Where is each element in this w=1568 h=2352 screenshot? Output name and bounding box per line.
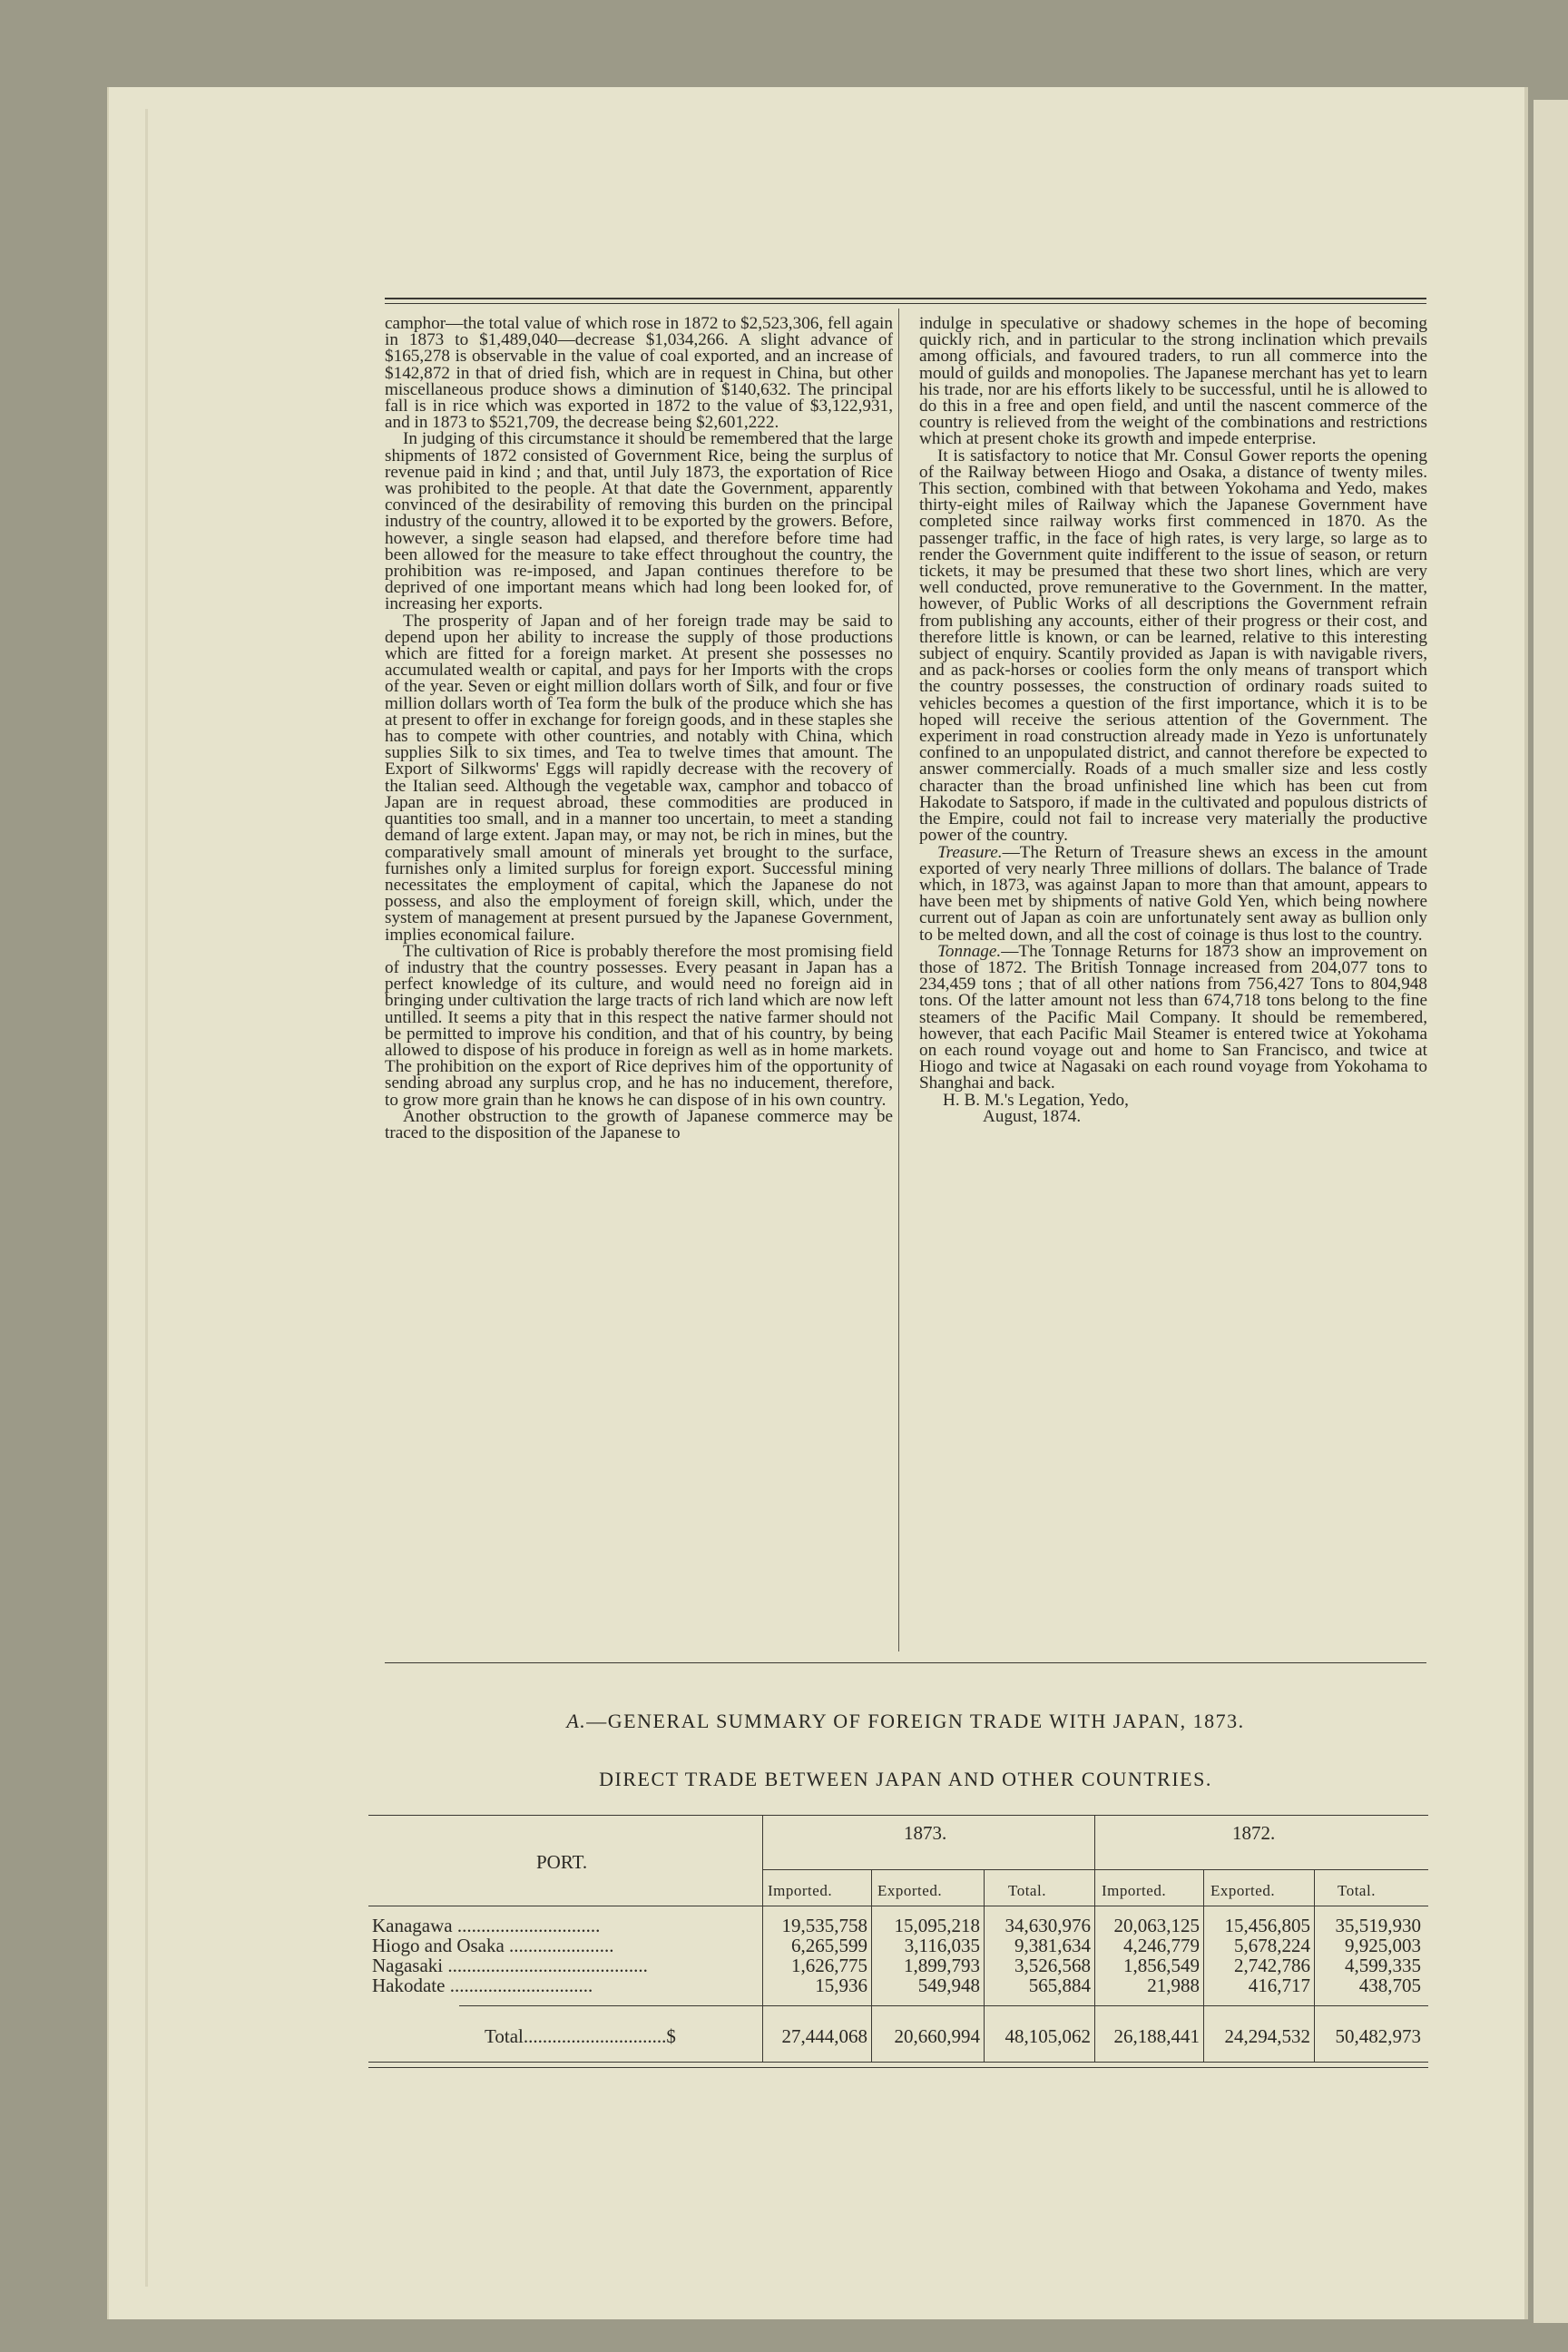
row-value: 565,884 xyxy=(1028,1975,1091,1996)
table-col-rule xyxy=(762,1815,763,2062)
table-col-rule xyxy=(1203,1869,1204,2062)
table-title-text: —GENERAL SUMMARY OF FOREIGN TRADE WITH JAPAN, 1873. xyxy=(586,1710,1245,1732)
table-rule xyxy=(762,1869,1428,1870)
row-value: 4,246,779 xyxy=(1123,1935,1200,1956)
table-rule xyxy=(459,2005,1428,2006)
paragraph-treasure xyxy=(919,842,1427,945)
table-subtitle: DIRECT TRADE BETWEEN JAPAN AND OTHER COUNTRIES. xyxy=(599,1768,1212,1790)
total-label-text: Total xyxy=(485,2025,524,2047)
paragraph-body: —The Return of Treasure shews an excess in the amount exported of very nearly Three millions of dollars. The balance of Trade which, in 1873, was against Japan to more than that amount, appears to have been met by shipments of native Gold Yen, which being nowhere current out of Japan as coin are unfortunately sent away as bullion only to be melted down, and all the cost of coinage is thus lost to the country. xyxy=(919,842,1427,945)
paper-fold-line xyxy=(145,109,148,2287)
total-value: 48,105,062 xyxy=(1004,2025,1091,2047)
paragraph: The cultivation of Rice is probably therefore the most promising field of industry that the country possesses. Every peasant in Japan has a perfect knowledge of its culture, and would need no foreign aid in bringing under cultivation the large tracts of rich land which are now left untilled. It seems a pity that in this respect the native farmer should not be permitted to improve his condition, and that of his country, by being allowed to dispose of his produce in foreign as well as in home markets. The prohibition on the export of Rice deprives him of the opportunity of sending abroad any surplus crop, and he has no inducement, therefore, to grow more grain than he knows he can dispose of in his own country. xyxy=(385,941,893,1110)
row-value: 1,856,549 xyxy=(1123,1955,1200,1976)
paragraph: camphor—the total value of which rose in 1872 to $2,523,306, fell again in 1873 to $1,489,040—decrease $1,034,266. A slight advance of $165,278 is observable in the value of coal exported, and an increase of $142,872 in that of dried fish, which are in request in China, but other miscellaneous produce shows a diminution of $140,632. The principal fall is in rice which was exported in 1872 to the value of $3,122,931, and in 1873 to $521,709, the decrease being $2,601,222. xyxy=(385,314,893,433)
paragraph: The prosperity of Japan and of her foreign trade may be said to depend upon her ability to increase the supply of those productions which are fitted for a foreign market. At present she possesses no accumulated wealth or capital, and pays for her Imports with the crops of the year. Seven or eight million dollars worth of Silk, and four or five million dollars worth of Tea form the bulk of the produce which she has at present to offer in exchange for foreign goods, and in these staples she has to compete with other countries, and notably with China, which supplies Silk to six times, and Tea to twelve times that amount. The Export of Silkworms' Eggs will rapidly decrease with the recovery of the Italian seed. Although the vegetable wax, camphor and tobacco of Japan are in request abroad, these commodities are produced in quantities too small, and in a manner too uncertain, to meet a standing demand of large extent. Japan may, or may not, be rich in mines, but the comparatively small amount of minerals yet brought to the surface, furnishes only a limited surplus for foreign export. Successful mining necessitates the employment of capital, which the Japanese do not possess, and also the employment of foreign skill, which, under the system of management at present pursued by the Japanese Government, implies economical failure. xyxy=(385,611,893,945)
header-year-1873: 1873. xyxy=(904,1822,947,1844)
header-total: Total. xyxy=(1338,1882,1376,1899)
row-port: Hakodate .............................. xyxy=(372,1975,593,1996)
signature-line-2: August, 1874. xyxy=(983,1106,1082,1126)
adjacent-page-edge xyxy=(1534,100,1568,2323)
header-year-1872: 1872. xyxy=(1232,1822,1276,1844)
table-rule xyxy=(368,2062,1428,2063)
row-value: 35,519,930 xyxy=(1335,1915,1421,1936)
row-value: 19,535,758 xyxy=(781,1915,867,1936)
total-value: 24,294,532 xyxy=(1224,2025,1310,2047)
table-rule xyxy=(368,1815,1428,1816)
table-col-rule xyxy=(984,1869,985,2062)
bottom-rule xyxy=(385,1662,1426,1663)
row-port: Kanagawa .............................. xyxy=(372,1915,601,1936)
row-value: 3,116,035 xyxy=(904,1935,980,1956)
table-col-rule xyxy=(1314,1869,1315,2062)
row-value: 438,705 xyxy=(1358,1975,1421,1996)
total-value: 27,444,068 xyxy=(781,2025,867,2047)
row-value: 9,381,634 xyxy=(1014,1935,1091,1956)
row-value: 15,456,805 xyxy=(1224,1915,1310,1936)
row-value: 1,626,775 xyxy=(791,1955,867,1976)
row-value: 416,717 xyxy=(1248,1975,1310,1996)
table-col-rule xyxy=(1094,1815,1095,2062)
row-value: 2,742,786 xyxy=(1234,1955,1310,1976)
paragraph-lead: Treasure. xyxy=(937,842,1003,862)
paragraph: indulge in speculative or shadowy schemes in the hope of becoming quickly rich, and in particular to the strong inclination which prevails among officials, and favoured traders, to run all commerce into the mould of guilds and monopolies. The Japanese merchant has yet to learn his trade, nor are his efforts likely to be successful, until he is allowed to do this in a free and open field, and until the nascent commerce of the country is relieved from the weight of the combinations and restrictions which at present choke its growth and impede enterprise. xyxy=(919,314,1427,449)
table-col-rule xyxy=(871,1869,872,2062)
row-value: 549,948 xyxy=(917,1975,980,1996)
row-value: 34,630,976 xyxy=(1004,1915,1091,1936)
paragraph-body: —The Tonnage Returns for 1873 show an improvement on those of 1872. The British Tonnage increased from 204,077 tons to 234,459 tons ; that of all other nations from 756,427 Tons to 804,948 tons. Of the latter amount not less than 674,718 tons belong to the fine steamers of the Pacific Mail Company. It should be remembered, however, that each Pacific Mail Steamer is entered twice at Yokohama on each round voyage out and home to San Francisco, and twice at Hiogo and twice at Nagasaki on each round voyage from Yokohama to Shanghai and back. xyxy=(919,941,1427,1093)
row-value: 5,678,224 xyxy=(1234,1935,1310,1956)
top-rule xyxy=(385,298,1426,299)
paragraph: In judging of this circumstance it should be remembered that the large shipments of 1872 consisted of Government Rice, being the surplus of revenue paid in kind ; and that, until July 1873, the exportation of Rice was prohibited to the people. At that date the Government, apparently convinced of the desirability of removing this burden on the principal industry of the country, allowed it to be exported by the growers. Before, however, a single season had elapsed, and therefore before time had been allowed for the measure to take effect throughout the country, the prohibition was re-imposed, and Japan continues therefore to be deprived of one important means which had long been looked for, of increasing her exports. xyxy=(385,429,893,614)
row-value: 9,925,003 xyxy=(1345,1935,1421,1956)
row-value: 21,988 xyxy=(1147,1975,1200,1996)
total-leader: ..............................$ xyxy=(523,2025,676,2047)
row-value: 15,936 xyxy=(815,1975,867,1996)
row-value: 15,095,218 xyxy=(894,1915,980,1936)
header-exported: Exported. xyxy=(877,1882,943,1899)
header-imported: Imported. xyxy=(1102,1882,1167,1899)
paragraph-tonnage xyxy=(919,941,1427,1093)
header-total: Total. xyxy=(1008,1882,1046,1899)
top-rule-thin xyxy=(385,303,1426,304)
header-imported: Imported. xyxy=(768,1882,833,1899)
column-divider xyxy=(898,309,899,1651)
row-value: 3,526,568 xyxy=(1014,1955,1091,1976)
row-value: 20,063,125 xyxy=(1113,1915,1200,1936)
row-value: 4,599,335 xyxy=(1345,1955,1421,1976)
table-title xyxy=(385,1710,1426,1733)
total-value: 50,482,973 xyxy=(1335,2025,1421,2047)
paragraph: Another obstruction to the growth of Japanese commerce may be traced to the disposition of the Japanese to xyxy=(385,1106,893,1142)
row-port: Nagasaki .......................................... xyxy=(372,1955,648,1976)
header-port: PORT. xyxy=(536,1851,588,1873)
row-value: 1,899,793 xyxy=(904,1955,980,1976)
table-title-letter: A. xyxy=(566,1710,587,1732)
header-exported: Exported. xyxy=(1210,1882,1276,1899)
total-value: 26,188,441 xyxy=(1113,2025,1200,2047)
right-text-column xyxy=(919,316,1427,1125)
left-text-column xyxy=(385,316,893,1142)
row-value: 6,265,599 xyxy=(791,1935,867,1956)
paragraph-lead: Tonnage. xyxy=(937,941,1002,961)
total-value: 20,660,994 xyxy=(894,2025,980,2047)
signature-line-1: H. B. M.'s Legation, Yedo, xyxy=(943,1090,1129,1110)
row-port: Hiogo and Osaka ...................... xyxy=(372,1935,614,1956)
total-label xyxy=(485,2025,676,2048)
paragraph: It is satisfactory to notice that Mr. Consul Gower reports the opening of the Railway between Hiogo and Osaka, a distance of twenty miles. This section, combined with that between Yokohama and Yedo, makes thirty-eight miles of Railway which the Japanese Government have completed since railway works first commenced in 1870. As the passenger traffic, in the face of high rates, is very large, so large as to render the Government quite indifferent to the issue of season, or return tickets, it may be presumed that these two short lines, which are very well conducted, prove remunerative to the Government. In the matter, however, of Public Works of all descriptions the Government refrain from publishing any accounts, either of their progress or their cost, and therefore little is known, or can be learned, relative to this interesting subject of enquiry. Scantily provided as Japan is with navigable rivers, and as pack-horses or coolies form the only means of transport which the country possesses, the construction of ordinary roads suited to vehicles becomes a question of the first importance, which it is to be hoped will receive the serious attention of the Government. The experiment in road construction already made in Yezo is unfortunately confined to an unpopulated district, and cannot therefore be expected to answer commercially. Roads of a much smaller size and less costly character than the broad unfinished line which has been cut from Hakodate to Satsporo, if made in the cultivated and populous districts of the Empire, could not fail to increase very materially the productive power of the country. xyxy=(919,446,1427,846)
table-rule xyxy=(368,2067,1428,2068)
